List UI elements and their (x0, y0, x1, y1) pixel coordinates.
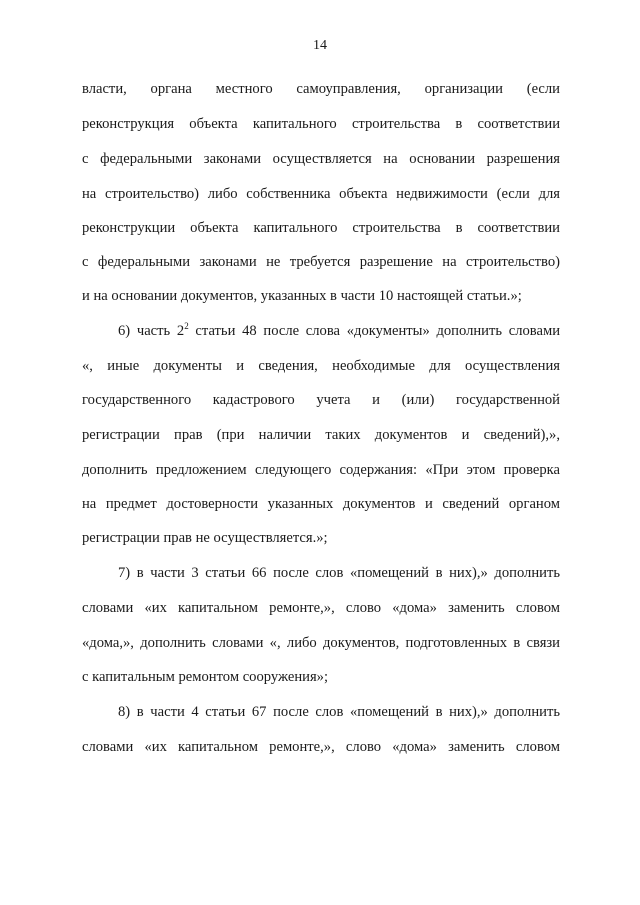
item-6-text: статьи 48 после слова «документы» дополнить словами (188, 323, 560, 339)
text-line: и на основании документов, указанных в части 10 настоящей статьи.»; (82, 288, 522, 304)
text-line: с капитальным ремонтом сооружения»; (82, 669, 329, 685)
superscript: 2 (184, 321, 189, 331)
text-line: государственного кадастрового учета и (или) государственной (82, 392, 560, 408)
text-line: 7) в части 3 статьи 66 после слов «помещений в них),» дополнить (118, 565, 560, 581)
text-line: дополнить предложением следующего содержания: «При этом проверка (82, 462, 560, 478)
text-line: словами «их капитальном ремонте,», слово «дома» заменить словом (82, 600, 560, 616)
text-line: «дома,», дополнить словами «, либо документов, подготовленных в связи (82, 635, 560, 651)
item-6-first-line (118, 322, 560, 340)
text-line: регистрации прав не осуществляется.»; (82, 530, 328, 546)
text-line: регистрации прав (при наличии таких документов и сведений),», (82, 427, 560, 443)
text-line: 8) в части 4 статьи 67 после слов «помещений в них),» дополнить (118, 704, 560, 720)
text-line: реконструкции объекта капитального строительства в соответствии (82, 220, 560, 236)
page-number: 14 (313, 38, 327, 53)
item-6-text: 6) часть 2 (118, 323, 185, 339)
text-line: с федеральными законами не требуется разрешение на строительство) (82, 254, 560, 270)
text-line: словами «их капитальном ремонте,», слово «дома» заменить словом (82, 739, 560, 755)
text-line: «, иные документы и сведения, необходимые для осуществления (82, 358, 560, 374)
text-line: реконструкция объекта капитального строительства в соответствии (82, 116, 560, 132)
text-line: на строительство) либо собственника объекта недвижимости (если для (82, 186, 560, 202)
text-line: с федеральными законами осуществляется на основании разрешения (82, 151, 560, 167)
text-line: на предмет достоверности указанных документов и сведений органом (82, 496, 560, 512)
text-line: власти, органа местного самоуправления, организации (если (82, 81, 560, 97)
